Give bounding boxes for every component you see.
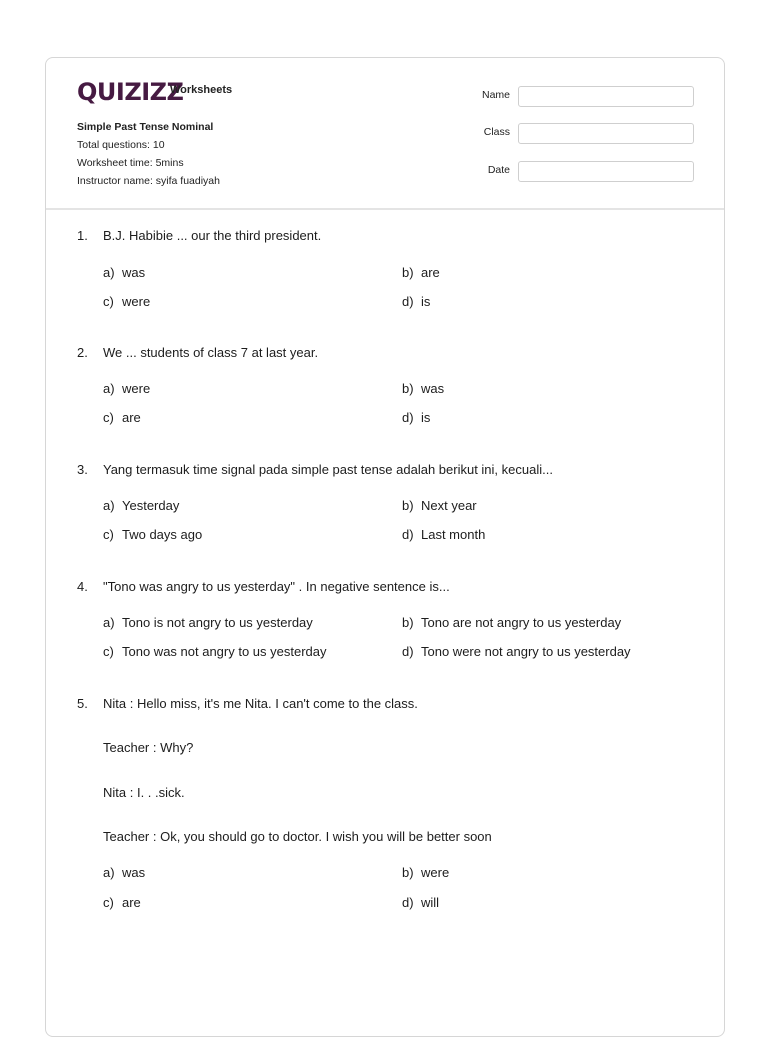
- question-number: 3.: [77, 462, 88, 477]
- quizizz-logo: QUIZIZZ: [77, 78, 184, 106]
- question-number: 1.: [77, 228, 88, 243]
- worksheet-title: Simple Past Tense Nominal: [77, 121, 214, 133]
- instructor-name: Instructor name: syifa fuadiyah: [77, 175, 220, 187]
- question-number: 2.: [77, 345, 88, 360]
- option-d[interactable]: d) is: [402, 294, 431, 309]
- question-text: B.J. Habibie ... our the third president.: [103, 228, 322, 243]
- option-b[interactable]: b) Tono are not angry to us yesterday: [402, 615, 622, 630]
- option-c[interactable]: c) are: [103, 410, 141, 425]
- question-text: Yang termasuk time signal pada simple past tense adalah berikut ini, kecuali...: [103, 462, 553, 477]
- option-a[interactable]: a) Tono is not angry to us yesterday: [103, 615, 313, 630]
- option-d[interactable]: d) Last month: [402, 527, 486, 542]
- option-b[interactable]: b) was: [402, 381, 445, 396]
- question-text-line-1: Nita : Hello miss, it's me Nita. I can't come to the class.: [103, 696, 418, 711]
- question-number: 5.: [77, 696, 88, 711]
- date-field[interactable]: [518, 161, 694, 182]
- option-b[interactable]: b) are: [402, 265, 440, 280]
- option-d[interactable]: d) is: [402, 410, 431, 425]
- question-number: 4.: [77, 579, 88, 594]
- option-a[interactable]: a) were: [103, 381, 151, 396]
- option-c[interactable]: c) Two days ago: [103, 527, 203, 542]
- option-c[interactable]: c) were: [103, 294, 151, 309]
- option-b[interactable]: b) Next year: [402, 498, 477, 513]
- option-a[interactable]: a) was: [103, 265, 146, 280]
- date-label: Date: [487, 164, 510, 176]
- question-text: "Tono was angry to us yesterday" . In negative sentence is...: [103, 579, 450, 594]
- worksheet-header: [46, 58, 724, 210]
- name-label: Name: [481, 89, 510, 101]
- total-questions: Total questions: 10: [77, 139, 165, 151]
- question-text-line-4: Teacher : Ok, you should go to doctor. I wish you will be better soon: [103, 829, 492, 844]
- worksheet-meta: [77, 118, 220, 190]
- question-text-line-3: Nita : I. . .sick.: [103, 785, 185, 800]
- option-c[interactable]: c) Tono was not angry to us yesterday: [103, 644, 327, 659]
- worksheet-page: [45, 57, 725, 1037]
- option-b[interactable]: b) were: [402, 865, 450, 880]
- option-d[interactable]: d) Tono were not angry to us yesterday: [402, 644, 631, 659]
- option-a[interactable]: a) Yesterday: [103, 498, 180, 513]
- option-c[interactable]: c) are: [103, 895, 141, 910]
- option-d[interactable]: d) will: [402, 895, 440, 910]
- question-text: We ... students of class 7 at last year.: [103, 345, 319, 360]
- class-label: Class: [483, 126, 510, 138]
- class-field[interactable]: [518, 123, 694, 144]
- name-field[interactable]: [518, 86, 694, 107]
- option-a[interactable]: a) was: [103, 865, 146, 880]
- worksheet-time: Worksheet time: 5mins: [77, 157, 184, 169]
- question-text-line-2: Teacher : Why?: [103, 740, 194, 755]
- brand-subtitle: Worksheets: [170, 84, 233, 96]
